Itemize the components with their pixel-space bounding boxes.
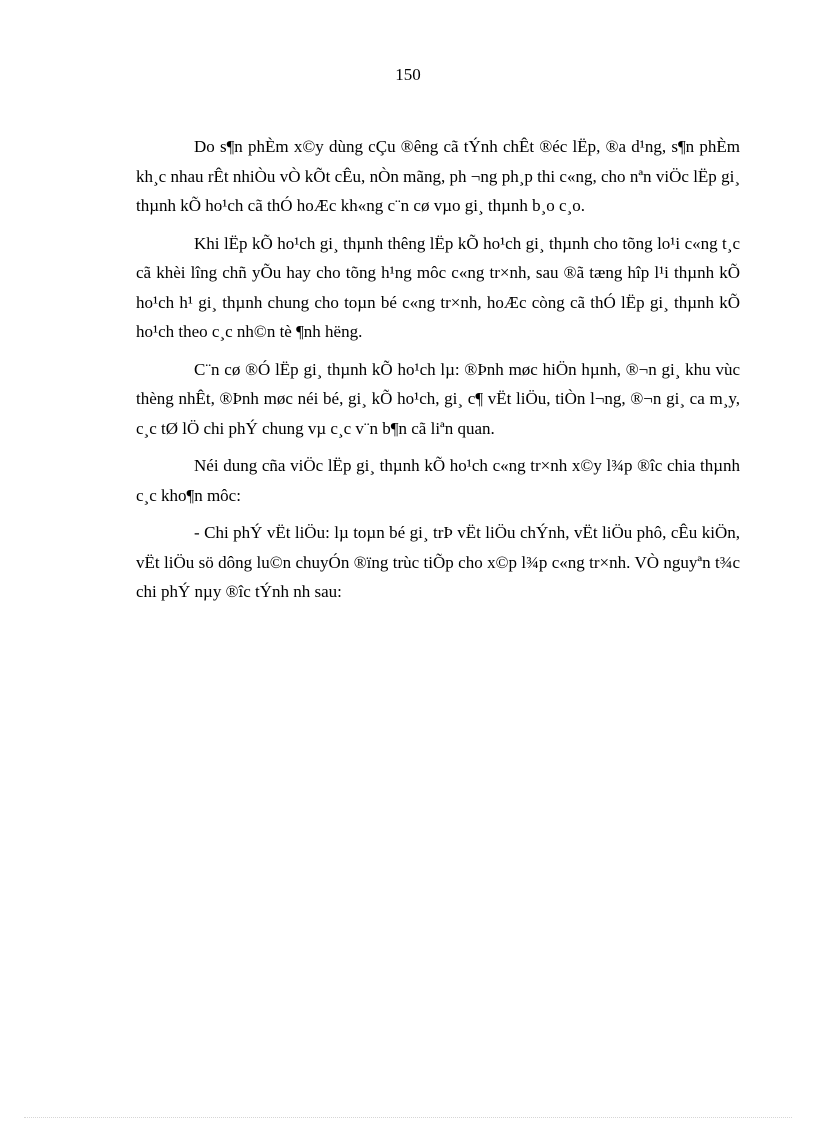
- paragraph: - Chi phÝ vËt liÖu: lµ toµn bé gi¸ trÞ vËt liÖu chÝnh, vËt liÖu phô, cÊu kiÖn, vËt liÖu sö dông lu©n chuyÓn ®ïng trùc tiÕp cho x©p l¾p c«ng tr×nh. VÒ nguyªn t¾c chi phÝ nµy ®îc tÝnh nh sau:: [136, 523, 740, 601]
- document-body: [136, 132, 740, 615]
- paragraph: C¨n cø ®Ó lËp gi¸ thµnh kÕ ho¹ch lµ: ®Þnh møc hiÖn hµnh, ®¬n gi¸ khu vùc thèng nhÊt, ®Þnh møc néi bé, gi¸ kÕ ho¹ch, gi¸ c¶ vËt liÖu, tiÒn l¬ng, ®¬n gi¸ ca m¸y, c¸c tØ lÖ chi phÝ chung vµ c¸c v¨n b¶n cã liªn quan.: [136, 359, 740, 438]
- page-number: 150: [395, 65, 421, 84]
- paragraph: Do s¶n phÈm x©y dùng cÇu ®êng cã tÝnh chÊt ®éc lËp, ®a d¹ng, s¶n phÈm kh¸c nhau rÊt nhiÒu vÒ kÕt cÊu, nÒn mãng, ph ¬ng ph¸p thi c«ng, cho nªn viÖc lËp gi¸ thµnh kÕ ho¹ch cã thÓ hoÆc kh«ng c¨n cø vµo gi¸ thµnh b¸o c¸o.: [136, 137, 740, 215]
- paragraph: Khi lËp kÕ ho¹ch gi¸ thµnh thêng lËp kÕ ho¹ch gi¸ thµnh cho tõng lo¹i c«ng t¸c cã khèi lîng chñ yÕu hay cho tõng h¹ng môc c«ng tr×nh, sau ®ã tæng hîp l¹i thµnh kÕ ho¹ch h¹ gi¸ thµnh chung cho toµn bé c«ng tr×nh, hoÆc còng cã thÓ lËp gi¸ thµnh kÕ ho¹ch theo c¸c nh©n tè ¶nh hëng.: [136, 233, 740, 341]
- paragraph: Néi dung cña viÖc lËp gi¸ thµnh kÕ ho¹ch c«ng tr×nh x©y l¾p ®îc chia thµnh c¸c kho¶n môc:: [136, 456, 740, 505]
- page-bottom-divider: [24, 1117, 792, 1118]
